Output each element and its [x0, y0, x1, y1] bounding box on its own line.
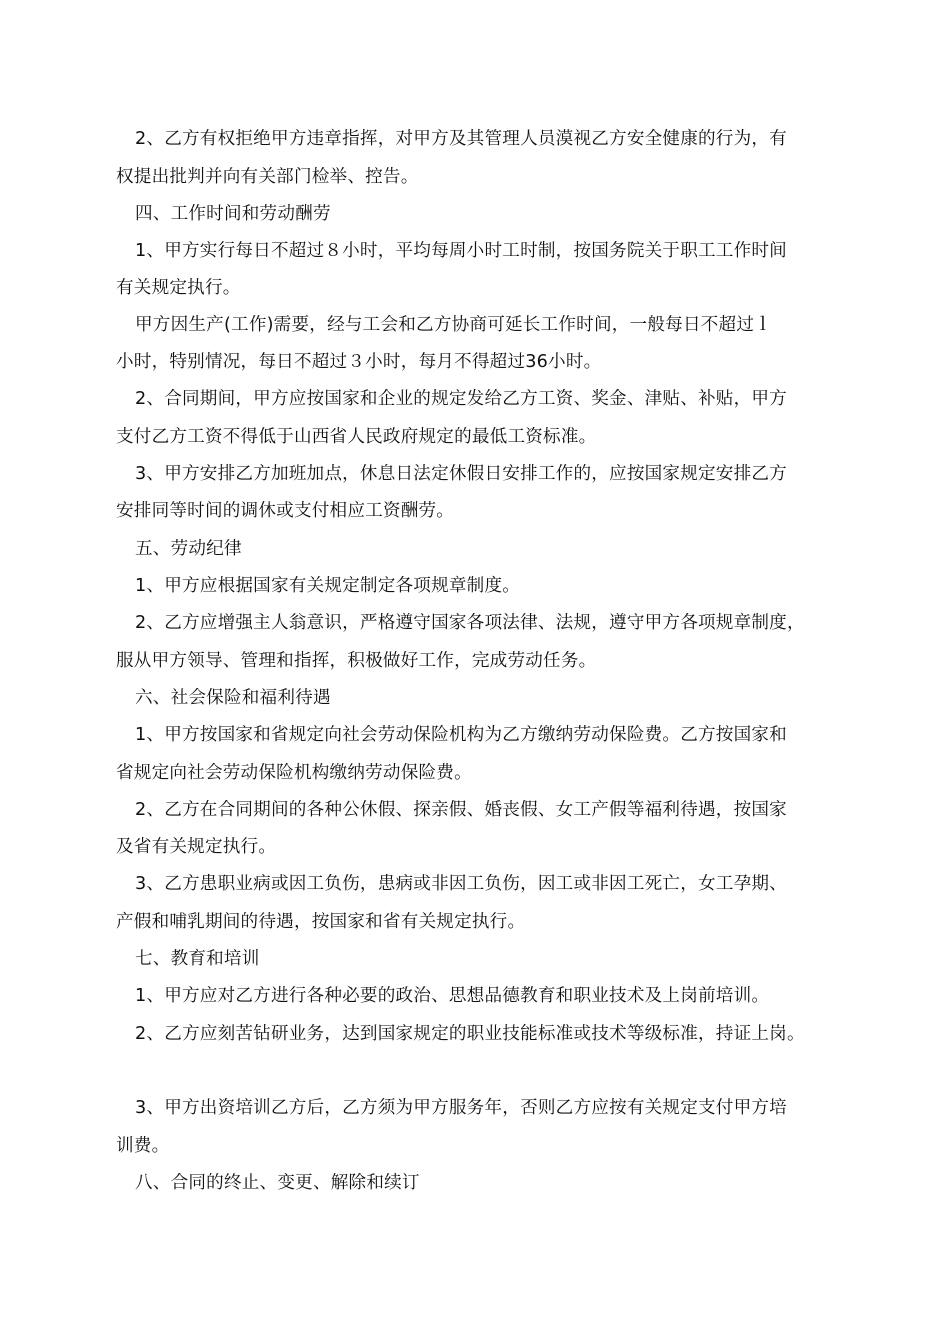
paragraph-line: 2、乙方应刻苦钻研业务，达到国家规定的职业技能标准或技术等级标准，持证上岗。 [135, 1024, 805, 1044]
section-heading: 五、劳动纪律 [135, 539, 242, 559]
paragraph-line: 甲方因生产(工作)需要，经与工会和乙方协商可延长工作时间，一般每日不超过ｌ [135, 315, 772, 335]
paragraph-line: 2、合同期间，甲方应按国家和企业的规定发给乙方工资、奖金、津贴、补贴，甲方 [135, 389, 787, 409]
paragraph-line: 服从甲方领导、管理和指挥，积极做好工作，完成劳动任务。 [116, 651, 597, 671]
section-heading: 八、合同的终止、变更、解除和续订 [135, 1173, 420, 1193]
section-heading: 七、教育和培训 [135, 949, 260, 969]
paragraph-line: 1、甲方按国家和省规定向社会劳动保险机构为乙方缴纳劳动保险费。乙方按国家和 [135, 725, 787, 745]
paragraph-line: 产假和哺乳期间的待遇，按国家和省有关规定执行。 [116, 912, 526, 932]
paragraph-line: 3、乙方患职业病或因工负伤，患病或非因工负伤，因工或非因工死亡，女工孕期、 [135, 874, 787, 894]
paragraph-line: 小时，特别情况，每日不超过３小时，每月不得超过36小时。 [116, 352, 602, 372]
paragraph-line: 1、甲方应对乙方进行各种必要的政治、思想品德教育和职业技术及上岗前培训。 [135, 986, 770, 1006]
paragraph-line: 省规定向社会劳动保险机构缴纳劳动保险费。 [116, 763, 472, 783]
paragraph-line: 2、乙方应增强主人翁意识，严格遵守国家各项法律、法规，遵守甲方各项规章制度， [135, 613, 805, 633]
paragraph-line: 有关规定执行。 [116, 278, 241, 298]
paragraph-line: 3、甲方出资培训乙方后，乙方须为甲方服务年，否则乙方应按有关规定支付甲方培 [135, 1098, 787, 1118]
paragraph-line: 训费。 [116, 1136, 170, 1156]
paragraph-line: 支付乙方工资不得低于山西省人民政府规定的最低工资标准。 [116, 427, 597, 447]
paragraph-line: 3、甲方安排乙方加班加点，休息日法定休假日安排工作的，应按国家规定安排乙方 [135, 464, 787, 484]
paragraph-line: 2、乙方在合同期间的各种公休假、探亲假、婚丧假、女工产假等福利待遇，按国家 [135, 800, 787, 820]
paragraph-line: 及省有关规定执行。 [116, 837, 277, 857]
paragraph-line: 安排同等时间的调休或支付相应工资酬劳。 [116, 501, 455, 521]
paragraph-line: 2、乙方有权拒绝甲方违章指挥，对甲方及其管理人员漠视乙方安全健康的行为，有 [135, 129, 787, 149]
paragraph-line: 权提出批判并向有关部门检举、控告。 [116, 167, 419, 187]
section-heading: 六、社会保险和福利待遇 [135, 688, 331, 708]
paragraph-line: 1、甲方实行每日不超过８小时，平均每周小时工时制，按国务院关于职工工作时间 [135, 241, 787, 261]
paragraph-line: 1、甲方应根据国家有关规定制定各项规章制度。 [135, 576, 521, 596]
section-heading: 四、工作时间和劳动酬劳 [135, 204, 331, 224]
